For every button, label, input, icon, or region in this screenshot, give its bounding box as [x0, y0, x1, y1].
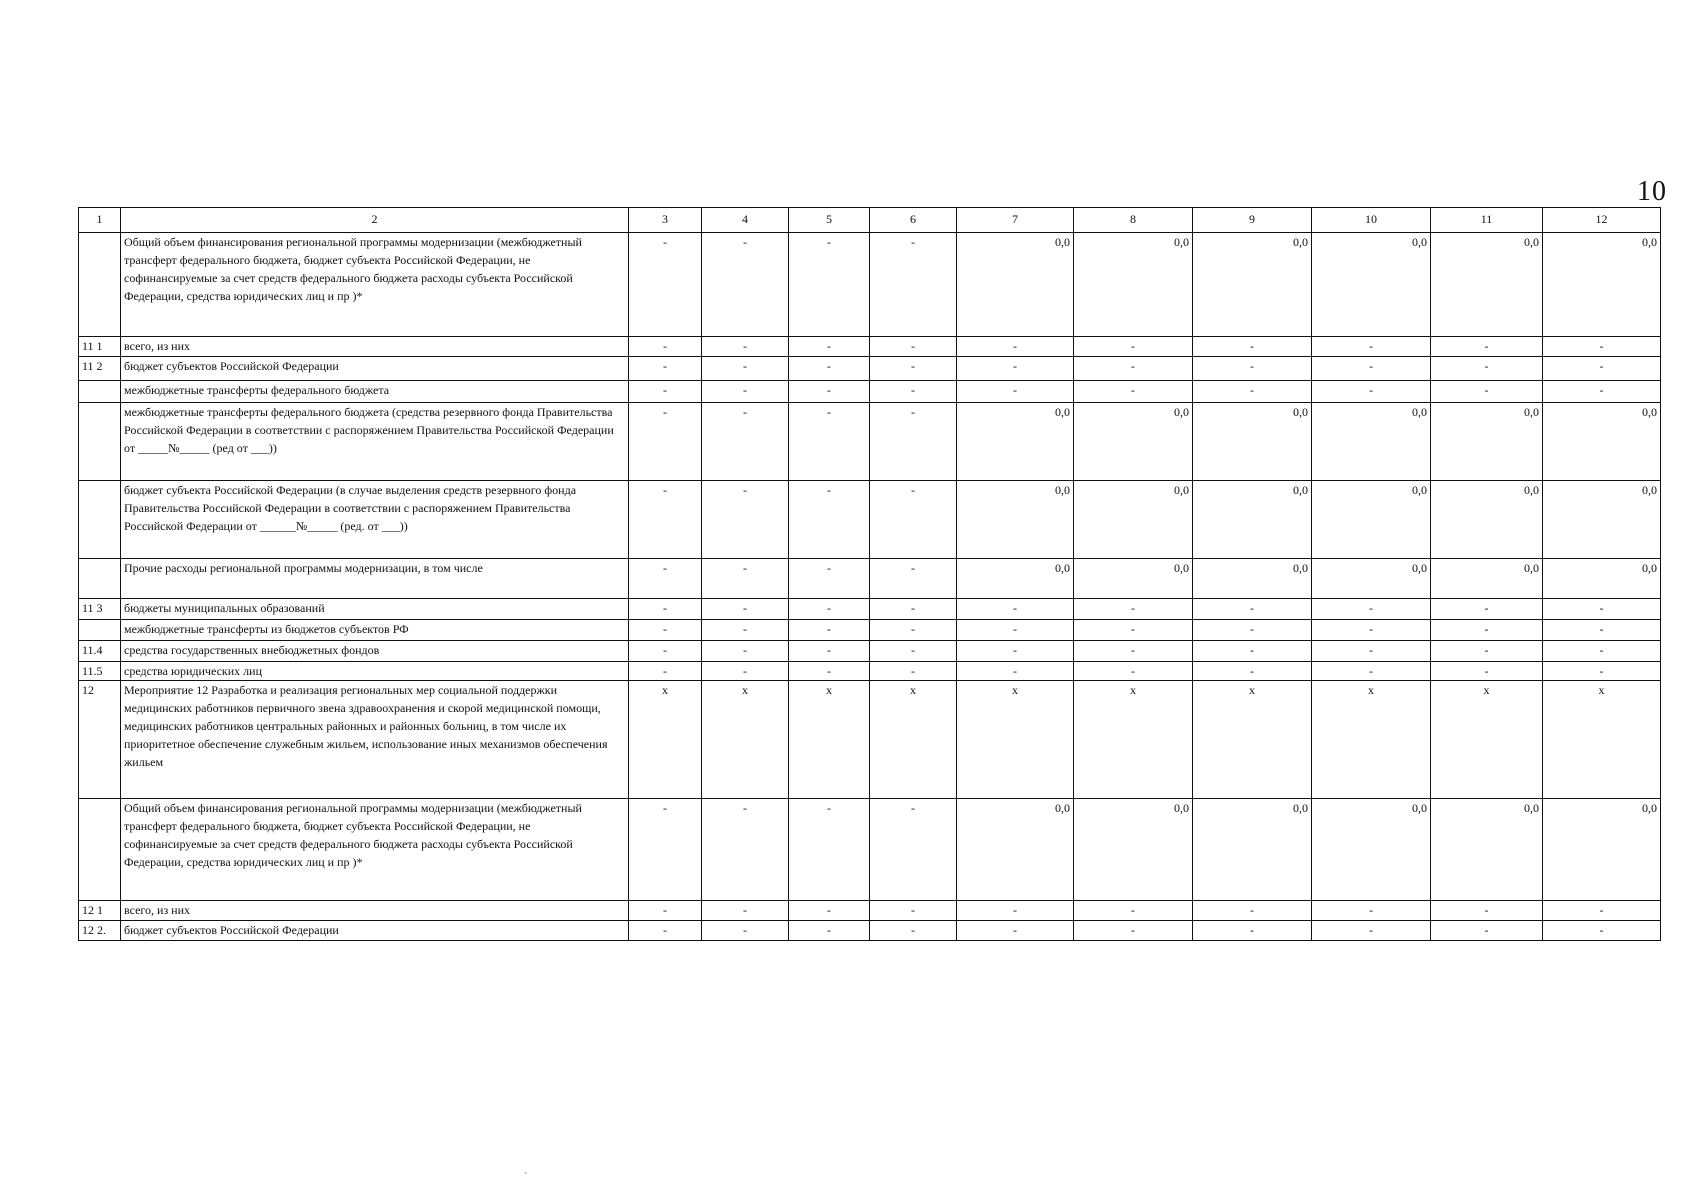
row-description: всего, из них: [121, 901, 629, 921]
row-description: Общий объем финансирования региональной программы модернизации (межбюджетный трансферт федерального бюджета, бюджет субъекта Российской Федерации, не софинансируемые за счет средств федерального бюджета расходы субъекта Российской Федерации, средства юридических лиц и пр )*: [121, 799, 629, 901]
value-cell: 0,0: [1312, 403, 1431, 481]
value-cell: x: [1543, 681, 1661, 799]
row-description: Мероприятие 12 Разработка и реализация региональных мер социальной поддержки медицинских работников первичного звена здравоохранения и скорой медицинской помощи, медицинских работников центральных районных и районных больниц, в том числе их приоритетное обеспечение служебным жильем, использование иных механизмов обеспечения жильем: [121, 681, 629, 799]
table-row: [79, 233, 1661, 337]
value-cell: -: [789, 337, 870, 357]
value-cell: -: [957, 381, 1074, 403]
value-cell: -: [789, 799, 870, 901]
value-cell: x: [702, 681, 789, 799]
table-row: [79, 641, 1661, 662]
value-cell: -: [789, 381, 870, 403]
value-cell: -: [1193, 357, 1312, 381]
value-cell: -: [1543, 357, 1661, 381]
value-cell: -: [957, 901, 1074, 921]
value-cell: -: [1074, 599, 1193, 620]
value-cell: -: [702, 381, 789, 403]
value-cell: -: [1543, 901, 1661, 921]
row-number: [79, 381, 121, 403]
value-cell: 0,0: [1312, 481, 1431, 559]
row-number: 12 2.: [79, 921, 121, 941]
table-row: [79, 599, 1661, 620]
value-cell: -: [1193, 337, 1312, 357]
value-cell: 0,0: [1312, 233, 1431, 337]
value-cell: -: [629, 641, 702, 662]
value-cell: 0,0: [1543, 481, 1661, 559]
row-description: бюджет субъектов Российской Федерации: [121, 921, 629, 941]
value-cell: -: [1543, 599, 1661, 620]
value-cell: -: [789, 357, 870, 381]
value-cell: -: [1074, 921, 1193, 941]
table-row: [79, 681, 1661, 799]
value-cell: -: [1074, 381, 1193, 403]
value-cell: -: [957, 641, 1074, 662]
row-number: [79, 799, 121, 901]
value-cell: 0,0: [1543, 559, 1661, 599]
value-cell: -: [629, 559, 702, 599]
value-cell: 0,0: [1193, 403, 1312, 481]
row-description: всего, из них: [121, 337, 629, 357]
value-cell: -: [1431, 662, 1543, 681]
row-number: 11.4: [79, 641, 121, 662]
value-cell: -: [702, 620, 789, 641]
value-cell: -: [1431, 337, 1543, 357]
value-cell: -: [629, 662, 702, 681]
value-cell: 0,0: [1074, 481, 1193, 559]
value-cell: -: [1312, 901, 1431, 921]
value-cell: -: [1312, 662, 1431, 681]
table-row: [79, 381, 1661, 403]
value-cell: -: [702, 641, 789, 662]
value-cell: -: [629, 337, 702, 357]
value-cell: -: [870, 481, 957, 559]
value-cell: -: [789, 481, 870, 559]
value-cell: -: [870, 799, 957, 901]
row-description: бюджет субъектов Российской Федерации: [121, 357, 629, 381]
row-description: межбюджетные трансферты из бюджетов субъектов РФ: [121, 620, 629, 641]
header-cell: 8: [1074, 208, 1193, 233]
value-cell: -: [1312, 921, 1431, 941]
value-cell: -: [1431, 357, 1543, 381]
row-number: 12: [79, 681, 121, 799]
header-cell: 5: [789, 208, 870, 233]
value-cell: -: [702, 403, 789, 481]
value-cell: -: [870, 662, 957, 681]
value-cell: -: [629, 357, 702, 381]
value-cell: x: [870, 681, 957, 799]
value-cell: -: [629, 921, 702, 941]
header-cell: 10: [1312, 208, 1431, 233]
value-cell: -: [1074, 357, 1193, 381]
value-cell: -: [1543, 662, 1661, 681]
value-cell: -: [1193, 921, 1312, 941]
value-cell: 0,0: [1543, 799, 1661, 901]
value-cell: x: [1074, 681, 1193, 799]
value-cell: -: [702, 233, 789, 337]
table-row: [79, 901, 1661, 921]
value-cell: 0,0: [957, 481, 1074, 559]
value-cell: -: [789, 662, 870, 681]
row-description: Прочие расходы региональной программы модернизации, в том числе: [121, 559, 629, 599]
value-cell: -: [702, 337, 789, 357]
value-cell: -: [629, 233, 702, 337]
value-cell: -: [1193, 599, 1312, 620]
row-number: [79, 233, 121, 337]
financing-table-wrapper: [78, 207, 1660, 941]
value-cell: -: [702, 921, 789, 941]
value-cell: -: [789, 559, 870, 599]
row-number: 11 3: [79, 599, 121, 620]
value-cell: 0,0: [957, 559, 1074, 599]
value-cell: -: [789, 641, 870, 662]
value-cell: -: [1312, 641, 1431, 662]
value-cell: -: [1543, 381, 1661, 403]
value-cell: 0,0: [1431, 233, 1543, 337]
value-cell: 0,0: [1074, 559, 1193, 599]
value-cell: 0,0: [1193, 559, 1312, 599]
header-cell: 11: [1431, 208, 1543, 233]
value-cell: -: [1543, 337, 1661, 357]
row-description: Общий объем финансирования региональной программы модернизации (межбюджетный трансферт федерального бюджета, бюджет субъекта Российской Федерации, не софинансируемые за счет средств федерального бюджета расходы субъекта Российской Федерации, средства юридических лиц и пр )*: [121, 233, 629, 337]
value-cell: -: [789, 233, 870, 337]
value-cell: -: [1193, 620, 1312, 641]
row-number: 12 1: [79, 901, 121, 921]
value-cell: -: [1543, 641, 1661, 662]
value-cell: -: [1431, 921, 1543, 941]
value-cell: -: [789, 921, 870, 941]
value-cell: 0,0: [957, 233, 1074, 337]
value-cell: 0,0: [1312, 559, 1431, 599]
page-number: 10: [1637, 176, 1667, 207]
value-cell: x: [789, 681, 870, 799]
table-row: [79, 799, 1661, 901]
value-cell: 0,0: [1431, 559, 1543, 599]
value-cell: -: [870, 337, 957, 357]
value-cell: x: [957, 681, 1074, 799]
value-cell: -: [702, 559, 789, 599]
header-cell: 6: [870, 208, 957, 233]
value-cell: -: [702, 662, 789, 681]
value-cell: -: [870, 357, 957, 381]
row-description: межбюджетные трансферты федерального бюджета: [121, 381, 629, 403]
value-cell: 0,0: [957, 403, 1074, 481]
value-cell: -: [957, 620, 1074, 641]
header-cell: 9: [1193, 208, 1312, 233]
value-cell: -: [870, 381, 957, 403]
value-cell: x: [1431, 681, 1543, 799]
header-cell: 1: [79, 208, 121, 233]
value-cell: -: [870, 233, 957, 337]
row-description: бюджеты муниципальных образований: [121, 599, 629, 620]
value-cell: -: [702, 357, 789, 381]
value-cell: -: [1431, 381, 1543, 403]
value-cell: -: [702, 901, 789, 921]
value-cell: -: [629, 901, 702, 921]
table-row: [79, 403, 1661, 481]
value-cell: x: [1312, 681, 1431, 799]
value-cell: -: [1312, 599, 1431, 620]
row-number: 11.5: [79, 662, 121, 681]
value-cell: -: [629, 620, 702, 641]
table-row: [79, 662, 1661, 681]
value-cell: -: [1312, 381, 1431, 403]
value-cell: -: [1074, 662, 1193, 681]
row-number: [79, 559, 121, 599]
table-row: [79, 357, 1661, 381]
value-cell: -: [1312, 357, 1431, 381]
value-cell: -: [870, 901, 957, 921]
value-cell: -: [702, 799, 789, 901]
value-cell: -: [629, 381, 702, 403]
value-cell: -: [1074, 901, 1193, 921]
value-cell: -: [1312, 337, 1431, 357]
value-cell: 0,0: [1193, 799, 1312, 901]
table-row: [79, 337, 1661, 357]
value-cell: -: [789, 599, 870, 620]
row-number: [79, 403, 121, 481]
value-cell: -: [870, 559, 957, 599]
value-cell: -: [1193, 381, 1312, 403]
value-cell: -: [789, 901, 870, 921]
value-cell: 0,0: [1431, 403, 1543, 481]
value-cell: 0,0: [1193, 481, 1312, 559]
header-cell: 7: [957, 208, 1074, 233]
value-cell: -: [629, 599, 702, 620]
header-cell: 3: [629, 208, 702, 233]
value-cell: -: [870, 599, 957, 620]
value-cell: -: [1431, 641, 1543, 662]
header-cell: 4: [702, 208, 789, 233]
header-cell: 12: [1543, 208, 1661, 233]
value-cell: -: [1543, 620, 1661, 641]
table-row: [79, 481, 1661, 559]
stray-mark: `: [524, 1172, 528, 1183]
value-cell: 0,0: [957, 799, 1074, 901]
value-cell: 0,0: [1074, 403, 1193, 481]
value-cell: -: [870, 403, 957, 481]
value-cell: -: [957, 357, 1074, 381]
value-cell: x: [629, 681, 702, 799]
row-description: межбюджетные трансферты федерального бюджета (средства резервного фонда Правительства Российской Федерации в соответствии с распоряжением Правительства Российской Федерации от _____№_____ (ред от ___)): [121, 403, 629, 481]
value-cell: -: [1193, 641, 1312, 662]
value-cell: -: [870, 620, 957, 641]
table-body: [79, 233, 1661, 941]
value-cell: -: [1193, 662, 1312, 681]
value-cell: -: [1431, 599, 1543, 620]
row-description: бюджет субъекта Российской Федерации (в случае выделения средств резервного фонда Правительства Российской Федерации в соответствии с распоряжением Правительства Российской Федерации от ______№_____ (ред. от ___)): [121, 481, 629, 559]
row-number: [79, 481, 121, 559]
row-number: [79, 620, 121, 641]
value-cell: -: [1193, 901, 1312, 921]
value-cell: -: [870, 641, 957, 662]
value-cell: 0,0: [1431, 481, 1543, 559]
value-cell: -: [1074, 620, 1193, 641]
value-cell: -: [629, 481, 702, 559]
value-cell: -: [789, 620, 870, 641]
value-cell: -: [870, 921, 957, 941]
value-cell: -: [702, 481, 789, 559]
value-cell: -: [1431, 901, 1543, 921]
value-cell: -: [702, 599, 789, 620]
table-row: [79, 921, 1661, 941]
header-row: [79, 208, 1661, 233]
row-description: средства государственных внебюджетных фондов: [121, 641, 629, 662]
value-cell: 0,0: [1431, 799, 1543, 901]
value-cell: -: [629, 403, 702, 481]
value-cell: -: [1074, 641, 1193, 662]
value-cell: 0,0: [1543, 233, 1661, 337]
header-cell: 2: [121, 208, 629, 233]
table-row: [79, 620, 1661, 641]
value-cell: -: [1431, 620, 1543, 641]
value-cell: -: [1312, 620, 1431, 641]
value-cell: -: [957, 337, 1074, 357]
value-cell: 0,0: [1312, 799, 1431, 901]
value-cell: 0,0: [1074, 799, 1193, 901]
value-cell: -: [1074, 337, 1193, 357]
value-cell: 0,0: [1543, 403, 1661, 481]
value-cell: -: [1543, 921, 1661, 941]
value-cell: 0,0: [1074, 233, 1193, 337]
value-cell: -: [789, 403, 870, 481]
table-row: [79, 559, 1661, 599]
row-number: 11 2: [79, 357, 121, 381]
value-cell: x: [1193, 681, 1312, 799]
row-number: 11 1: [79, 337, 121, 357]
row-description: средства юридических лиц: [121, 662, 629, 681]
value-cell: -: [957, 921, 1074, 941]
financing-table: [78, 207, 1661, 941]
value-cell: 0,0: [1193, 233, 1312, 337]
value-cell: -: [629, 799, 702, 901]
value-cell: -: [957, 662, 1074, 681]
value-cell: -: [957, 599, 1074, 620]
